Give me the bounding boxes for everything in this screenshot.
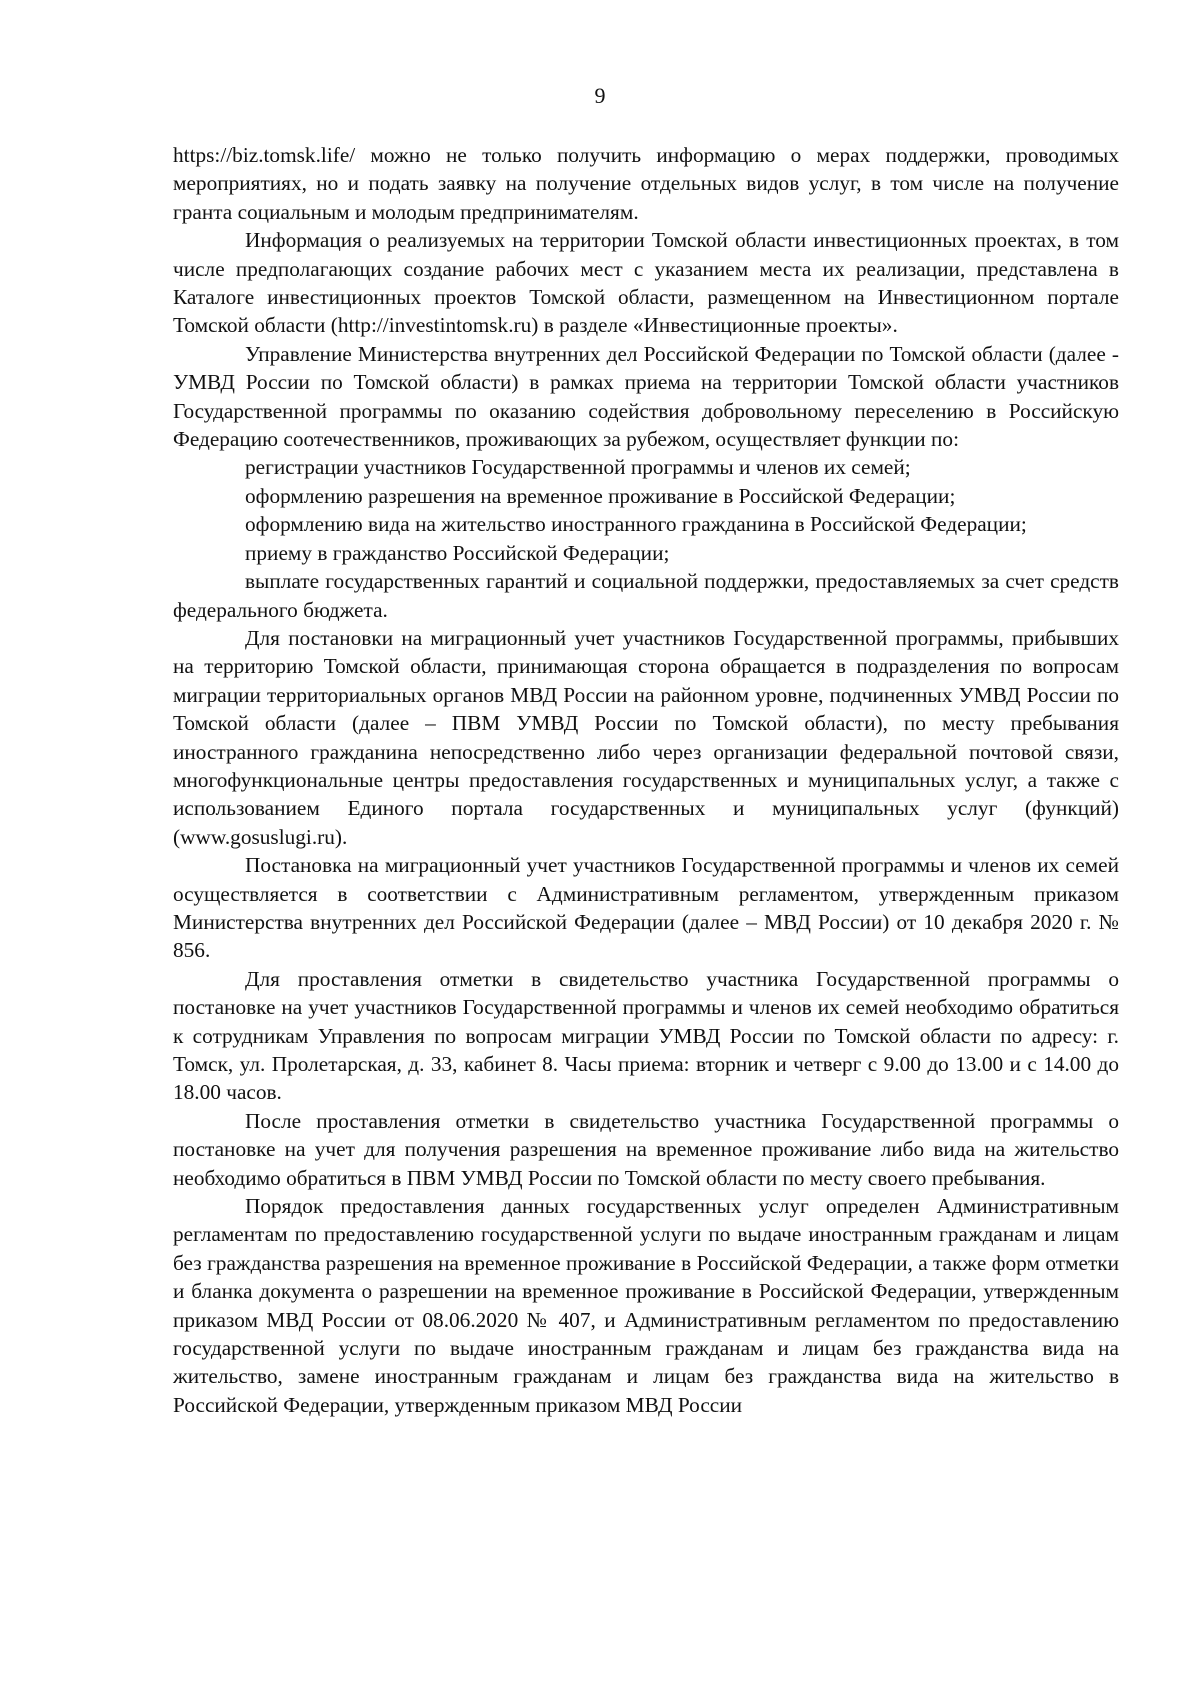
paragraph: Постановка на миграционный учет участников Государственной программы и членов их семей осуществляется в соответствии с Административным регламентом, утвержденным приказом Министерства внутренних дел Российской Федерации (далее – МВД России) от 10 декабря 2020 г. № 856.: [173, 853, 1119, 963]
paragraph: После проставления отметки в свидетельство участника Государственной программы о постановке на учет для получения разрешения на временное проживание либо вида на жительство необходимо обратиться в ПВМ УМВД России по Томской области по месту своего пребывания.: [173, 1108, 1119, 1190]
paragraph: Управление Министерства внутренних дел Российской Федерации по Томской области (далее - УМВД России по Томской области) в рамках приема на территории Томской области участников Государственной программы по оказанию содействия добровольному переселению в Российскую Федерацию соотечественников, проживающих за рубежом, осуществляет функции по:: [173, 341, 1119, 452]
list-item: регистрации участников Государственной программы и членов их семей;: [245, 455, 911, 480]
paragraph: https://biz.tomsk.life/ можно не только получить информацию о мерах поддержки, проводимых мероприятиях, но и подать заявку на получение отдельных видов услуг, в том числе на получение гранта социальным и молодым предпринимателям.: [173, 143, 1119, 224]
paragraph: Информация о реализуемых на территории Томской области инвестиционных проектах, в том числе предполагающих создание рабочих мест с указанием места их реализации, представлена в Каталоге инвестиционных проектов Томской области, размещенном на Инвестиционном портале Томской области (http://investintomsk.ru) в разделе «Инвестиционные проекты».: [173, 228, 1119, 338]
page-number: 9: [594, 83, 606, 108]
paragraph: Порядок предоставления данных государственных услуг определен Административным регламентам по предоставлению государственной услуги по выдаче иностранным гражданам и лицам без гражданства разрешения на временное проживание в Российской Федерации, а также форм отметки и бланка документа о разрешении на временное проживание в Российской Федерации, утвержденным приказом МВД России от 08.06.2020 № 407, и Административным регламентом по предоставлению государственной услуги по выдаче иностранным гражданам и лицам без гражданства вида на жительство, замене иностранным гражданам и лицам без гражданства вида на жительство в Российской Федерации, утвержденным приказом МВД России: [173, 1194, 1119, 1417]
document-body: [173, 141, 1119, 1419]
paragraph: Для постановки на миграционный учет участников Государственной программы, прибывших на территорию Томской области, принимающая сторона обращается в подразделения по вопросам миграции территориальных органов МВД России на районном уровне, подчиненных УМВД России по Томской области (далее – ПВМ УМВД России по Томской области), по месту пребывания иностранного гражданина непосредственно либо через организации федеральной почтовой связи, многофункциональные центры предоставления государственных и муниципальных услуг, а также с использованием Единого портала государственных и муниципальных услуг (функций) (www.gosuslugi.ru).: [173, 625, 1119, 849]
list-item: выплате государственных гарантий и социальной поддержки, предоставляемых за счет средств федерального бюджета.: [173, 569, 1119, 622]
list-item: оформлению вида на жительство иностранного гражданина в Российской Федерации;: [245, 512, 1027, 537]
list-item: оформлению разрешения на временное проживание в Российской Федерации;: [245, 483, 956, 508]
list-item: приему в гражданство Российской Федерации;: [245, 540, 670, 565]
paragraph: Для проставления отметки в свидетельство участника Государственной программы о постановке на учет участников Государственной программы и членов их семей необходимо обратиться к сотрудникам Управления по вопросам миграции УМВД России по Томской области по адресу: г. Томск, ул. Пролетарская, д. 33, кабинет 8. Часы приема: вторник и четверг с 9.00 до 13.00 и с 14.00 до 18.00 часов.: [173, 966, 1119, 1105]
